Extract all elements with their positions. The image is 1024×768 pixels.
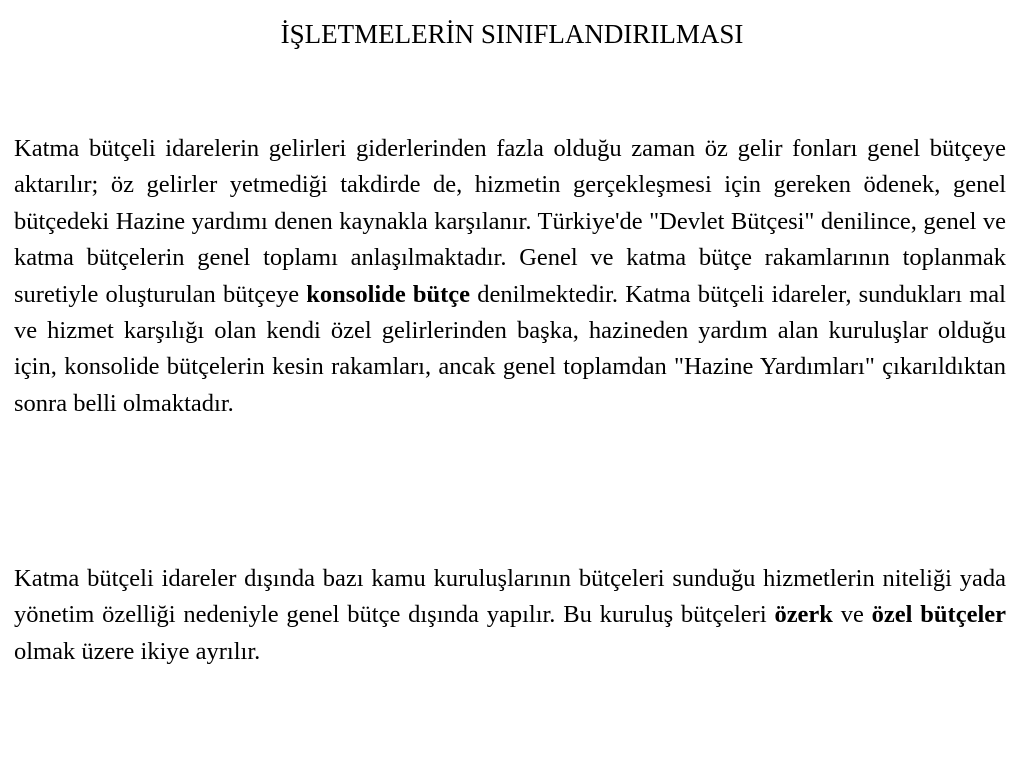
paragraph-text: Katma bütçeli idarelerin gelirleri giderlerinden fazla olduğu zaman öz gelir fonları genel bütçeye aktarılır; öz gelirler yetmediği takdirde de, hizmetin gerçekleşmesi için gereken ödenek, genel bütçedeki Hazine yardımı denen kaynakla karşılanır. Türkiye'de "Devlet Bütçesi" denilince, genel ve katma bütçelerin genel toplamı anlaşılmaktadır. Genel ve katma bütçe rakamlarının toplanmak suretiyle oluşturulan bütçeye — [14, 135, 1006, 308]
paragraph-text: denilmektedir. Katma bütçeli idareler, sundukları mal ve hizmet karşılığı olan kendi özel gelirlerinden başka, hazineden yardım alan kuruluşlar olduğu için, konsolide bütçelerin kesin rakamları, ancak genel toplamdan "Hazine Yardımları" çıkarıldıktan sonra belli olmaktadır. — [14, 280, 1006, 417]
bold-term-konsolide-butce: konsolide bütçe — [306, 280, 471, 308]
paragraph-katma-butce — [14, 131, 1006, 422]
bold-term-ozerk: özerk — [774, 601, 833, 629]
paragraph-text: Katma bütçeli idareler dışında bazı kamu kuruluşlarının bütçeleri sunduğu hizmetlerin niteliği yada yönetim özelliği nedeniyle genel bütçe dışında yapılır. Bu kuruluş bütçeleri — [14, 565, 1006, 629]
slide-title: İŞLETMELERİN SINIFLANDIRILMASI — [280, 19, 744, 49]
paragraph-text: ve — [832, 601, 872, 629]
paragraph-ozerk-ozel — [14, 561, 1006, 670]
bold-term-ozel-butceler: özel bütçeler — [871, 601, 1006, 629]
paragraph-text: olmak üzere ikiye ayrılır. — [14, 637, 261, 665]
